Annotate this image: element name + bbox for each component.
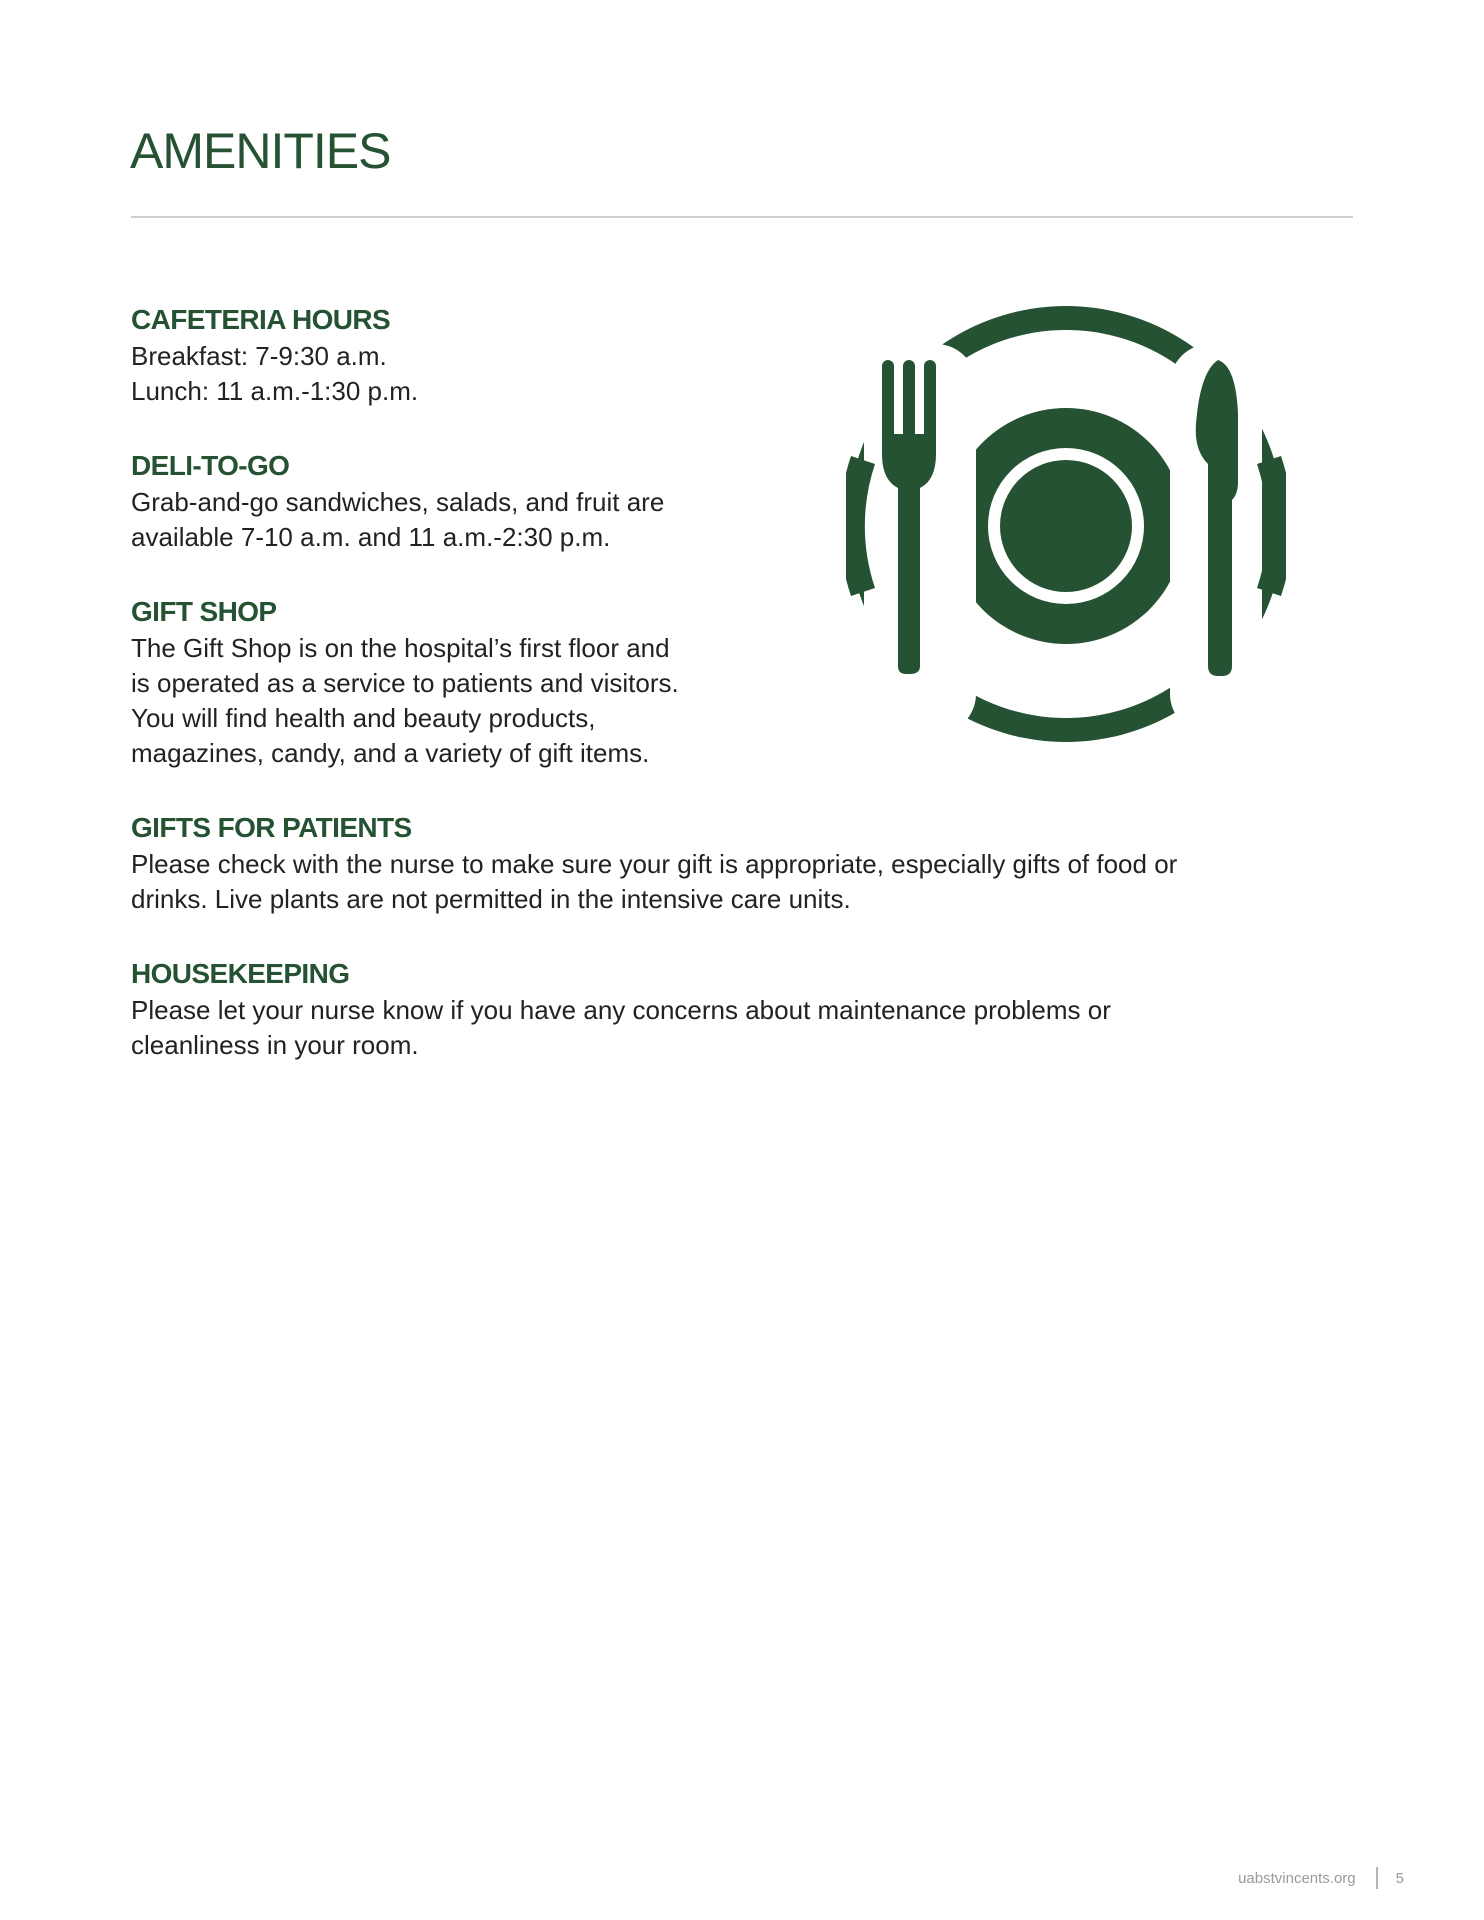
section-heading: HOUSEKEEPING bbox=[131, 958, 350, 989]
section-gifts-for-patients bbox=[131, 811, 1361, 917]
body-line: Grab-and-go sandwiches, salads, and fruit are bbox=[131, 487, 665, 517]
page-title: AMENITIES bbox=[130, 123, 391, 179]
body-line: magazines, candy, and a variety of gift items. bbox=[131, 738, 650, 768]
section-body bbox=[131, 631, 771, 771]
page-footer bbox=[1238, 1866, 1404, 1890]
section-heading: DELI-TO-GO bbox=[131, 450, 290, 481]
section-body bbox=[131, 993, 1361, 1063]
body-line: Please check with the nurse to make sure your gift is appropriate, especially gifts of food or bbox=[131, 849, 1178, 879]
body-line: cleanliness in your room. bbox=[131, 1030, 419, 1060]
section-housekeeping bbox=[131, 957, 1361, 1063]
page-number: 5 bbox=[1395, 1869, 1404, 1887]
section-heading: GIFTS FOR PATIENTS bbox=[131, 812, 412, 843]
body-line: drinks. Live plants are not permitted in the intensive care units. bbox=[131, 884, 851, 914]
body-line: Breakfast: 7-9:30 a.m. bbox=[131, 341, 387, 371]
body-line: Please let your nurse know if you have any concerns about maintenance problems or bbox=[131, 995, 1111, 1025]
section-body bbox=[131, 847, 1361, 917]
footer-divider bbox=[1376, 1867, 1378, 1889]
footer-website: uabstvincents.org bbox=[1238, 1869, 1356, 1887]
section-heading: CAFETERIA HOURS bbox=[131, 304, 391, 335]
body-line: The Gift Shop is on the hospital’s first floor and bbox=[131, 633, 670, 663]
title-divider bbox=[131, 216, 1353, 218]
section-cafeteria-hours bbox=[131, 303, 751, 409]
body-line: You will find health and beauty products, bbox=[131, 703, 596, 733]
plate-fork-knife-icon bbox=[846, 304, 1286, 744]
body-line: Lunch: 11 a.m.-1:30 p.m. bbox=[131, 376, 419, 406]
section-heading: GIFT SHOP bbox=[131, 596, 277, 627]
section-body bbox=[131, 339, 751, 409]
section-deli-to-go bbox=[131, 449, 751, 555]
section-body bbox=[131, 485, 751, 555]
body-line: is operated as a service to patients and visitors. bbox=[131, 668, 679, 698]
section-gift-shop bbox=[131, 595, 771, 771]
body-line: available 7-10 a.m. and 11 a.m.-2:30 p.m. bbox=[131, 522, 611, 552]
